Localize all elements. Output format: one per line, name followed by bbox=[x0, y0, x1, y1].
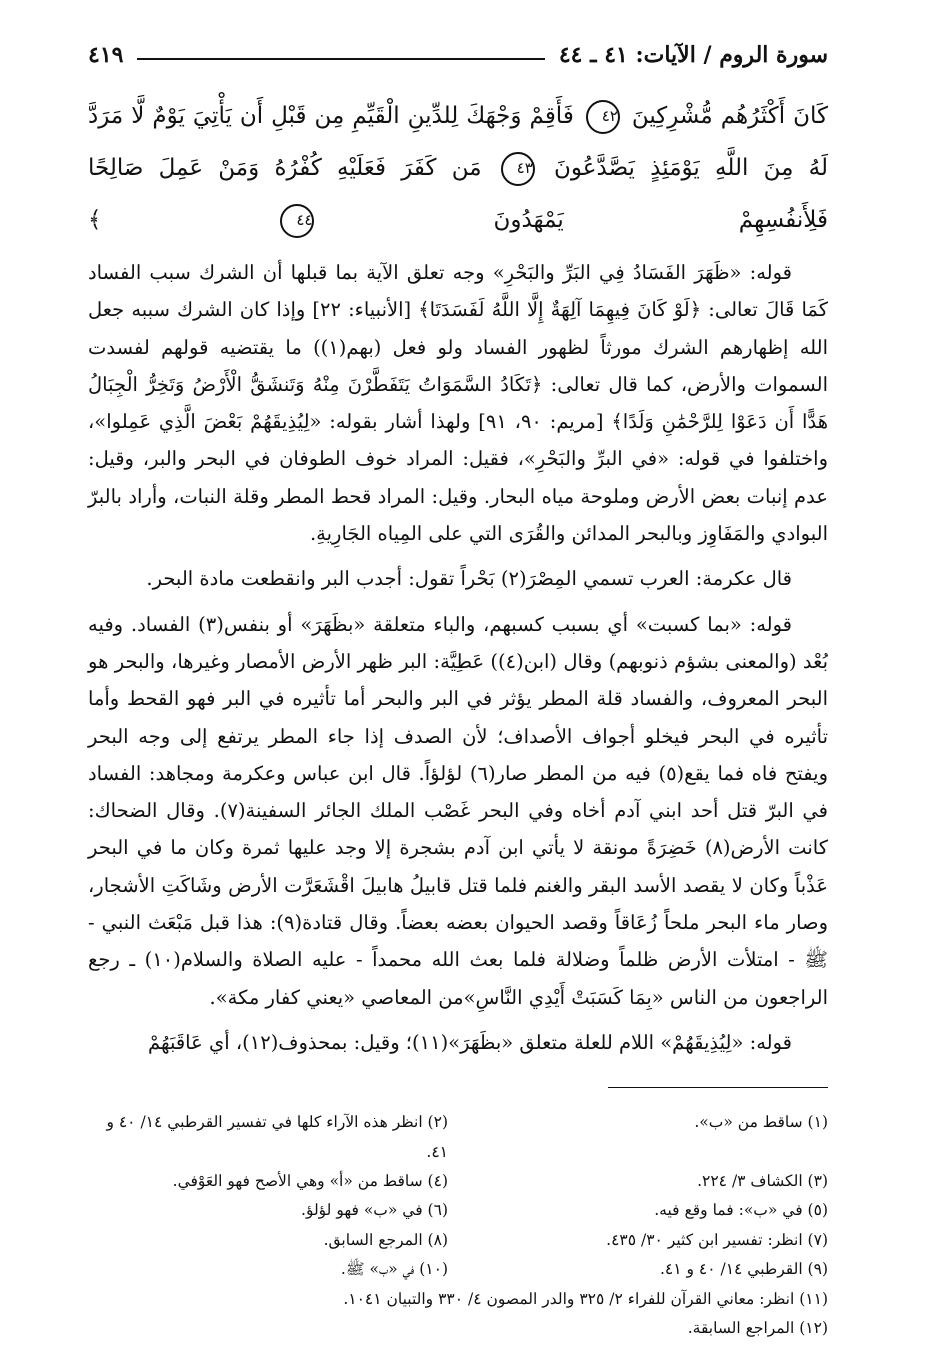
footnote-divider bbox=[608, 1087, 828, 1088]
footnote: (٣) الكشاف ٣/ ٢٢٤. bbox=[697, 1172, 828, 1191]
footnote: (٨) المرجع السابق. bbox=[323, 1230, 448, 1249]
commentary-paragraph: قوله: «لِيُذِيقَهُمْ» اللام للعلة متعلق «بظَهَرَ»(١١)؛ وقيل: بمحذوف(١٢)، أي عَاقَبَهُمْ bbox=[148, 1030, 792, 1054]
verse-number-marker: ٤٢ bbox=[586, 100, 620, 134]
footnote: (١١) انظر: معاني القرآن للفراء ٢/ ٣٢٥ والدر المصون ٤/ ٣٣٠ والتبيان ١٠٤١. bbox=[343, 1289, 828, 1308]
commentary-paragraph: قوله: «ظَهَرَ الفَسَادُ فِي البَرِّ والبَحْرِ» وجه تعلق الآية بما قبلها أن الشرك سبب الفساد كَمَا قَالَ تعالى: ﴿لَوْ كَانَ فِيهِمَا آلِهَةٌ إِلَّا اللَّهُ لَفَسَدَتَا﴾ [الأنبياء: ٢٢] وإذا كان الشرك سببه جعل الله إظهارهم الشرك مورثاً لظهور الفساد ولو فعل (بهم(١)) ما يقتضيه قولهم لفسدت السموات والأرض، كما قال تعالى: ﴿تَكَادُ السَّمَوَاتُ يَتَفَطَّرْنَ مِنْهُ وَتَنشَقُّ الْأَرْضُ وَتَخِرُّ الْجِبَالُ هَدًّا أَن دَعَوْا لِلرَّحْمَٰنِ وَلَدًا﴾ [مريم: ٩٠، ٩١] ولهذا أشار بقوله: «لِيُذِيقَهُمْ بَعْضَ الَّذِي عَمِلوا»، واختلفوا في قوله: «في البرِّ والبَحْرِ»، فقيل: المراد خوف الطوفان في البحر والبر، وقيل: عدم إنبات بعض الأرض وملوحة مياه البحار. وقيل: المراد قحط المطر وقلة النبات، وأراد بالبرّ البوادي والمَفَاوِز وبالبحر المدائن والقُرَى التي على المِياه الجَارِيةِ. bbox=[88, 261, 829, 546]
footnote-grid bbox=[88, 1108, 828, 1284]
footnote: (٢) انظر هذه الآراء كلها في تفسير القرطبي ١٤/ ٤٠ و ٤١. bbox=[106, 1113, 448, 1161]
footnote: (٥) في «ب»: فما وقع فيه. bbox=[654, 1201, 828, 1220]
commentary-paragraph: قوله: «بما كسبت» أي بسبب كسبهم، والباء متعلقة «بظَهَرَ» أو بنفس(٣) الفساد. وفيه بُعْد (والمعنى بشؤم ذنوبهم) وقال (ابن(٤)) عَطِيَّة: البر ظهر الأرض الأمصار وغيرها، والبحر هو البحر المعروف، والفساد قلة المطر يؤثر في البر والبحر أما تأثيره في البر فهو القحط وأما تأثيره في البحر فيخلو أجواف الأصداف؛ لأن الصدف إذا جاء المطر يرتفع إلى وجه البحر ويفتح فاه فما يقع(٥) فيه من المطر صار(٦) لؤلؤاً. قال ابن عباس وعكرمة ومجاهد: الفساد في البرّ قتل أحد ابني آدم أخاه وفي البحر غَصْب الملك الجائر السفينة(٧). وقال الضحاك: كانت الأرض(٨) خَضِرَةً مونقة لا يأتي ابن آدم بشجرة إلا وجد عليها ثمرة وكان ما في البحر عَذْباً وكان لا يقصد الأسد البقر والغنم فلما قتل قابيلُ هابيلَ اقْشَعَرَّت الأرض وشَاكَتِ الأشجار، وصار ماء البحر ملحاً زُعَاقاً وقصد الحيوان بعضه بعضاً. وقال قتادة(٩): هذا قبل مَبْعَث النبي - ﷺ - امتلأت الأرض ظلماً وضلالة فلما بعث الله محمداً - عليه الصلاة والسلام(١٠) ـ رجع الراجعون من الناس «بِمَا كَسَبَتْ أَيْدِي النَّاسِ»من المعاصي «يعني كفار مكة». bbox=[88, 612, 829, 1009]
footnote: (٩) القرطبي ١٤/ ٤٠ و ٤١. bbox=[659, 1260, 828, 1279]
footnote: (١) ساقط من «ب». bbox=[694, 1113, 828, 1132]
footnote: (٤) ساقط من «أ» وهي الأصح فهو العَوْفي. bbox=[172, 1172, 448, 1191]
page-header bbox=[88, 30, 828, 68]
verse-text: كَانَ أَكْثَرُهُم مُّشْرِكِينَ bbox=[631, 103, 828, 129]
commentary-paragraph: قال عكرمة: العرب تسمي المِصْرَ(٢) بَحْراً تقول: أجدب البر وانقطعت مادة البحر. bbox=[146, 567, 792, 591]
verse-number-marker: ٤٣ bbox=[501, 152, 535, 186]
footnote: (٧) انظر: تفسير ابن كثير ٣٠/ ٤٣٥. bbox=[606, 1230, 828, 1249]
surah-header-title: سورة الروم / الآيات: ٤١ ـ ٤٤ bbox=[558, 42, 828, 68]
quran-verses bbox=[88, 90, 828, 246]
header-rule bbox=[137, 58, 544, 60]
page-number: ٤١٩ bbox=[88, 42, 124, 68]
footnotes bbox=[88, 1108, 828, 1343]
footnote: (٦) في «ب» فهو لؤلؤ. bbox=[301, 1201, 448, 1220]
verse-text: مَن كَفَرَ فَعَلَيْهِ كُفْرُهُ وَمَنْ عَمِلَ صَالِحًا فَلِأَنفُسِهِمْ يَمْهَدُونَ bbox=[88, 155, 828, 233]
verse-end-bracket: ﴾ bbox=[88, 207, 102, 233]
verse-number-marker: ٤٤ bbox=[280, 204, 314, 238]
footnote: (١٠) في «ب» ﷺ. bbox=[340, 1260, 448, 1279]
verse-text: فَأَقِمْ وَجْهَكَ لِلدِّينِ الْقَيِّمِ مِن قَبْلِ أَن يَأْتِيَ يَوْمٌ لَّا مَرَدَّ لَهُ مِنَ اللَّهِ يَوْمَئِذٍ يَصَّدَّعُونَ bbox=[88, 103, 828, 181]
page bbox=[88, 30, 828, 1343]
footnote: (١٢) المراجع السابقة. bbox=[687, 1319, 828, 1338]
